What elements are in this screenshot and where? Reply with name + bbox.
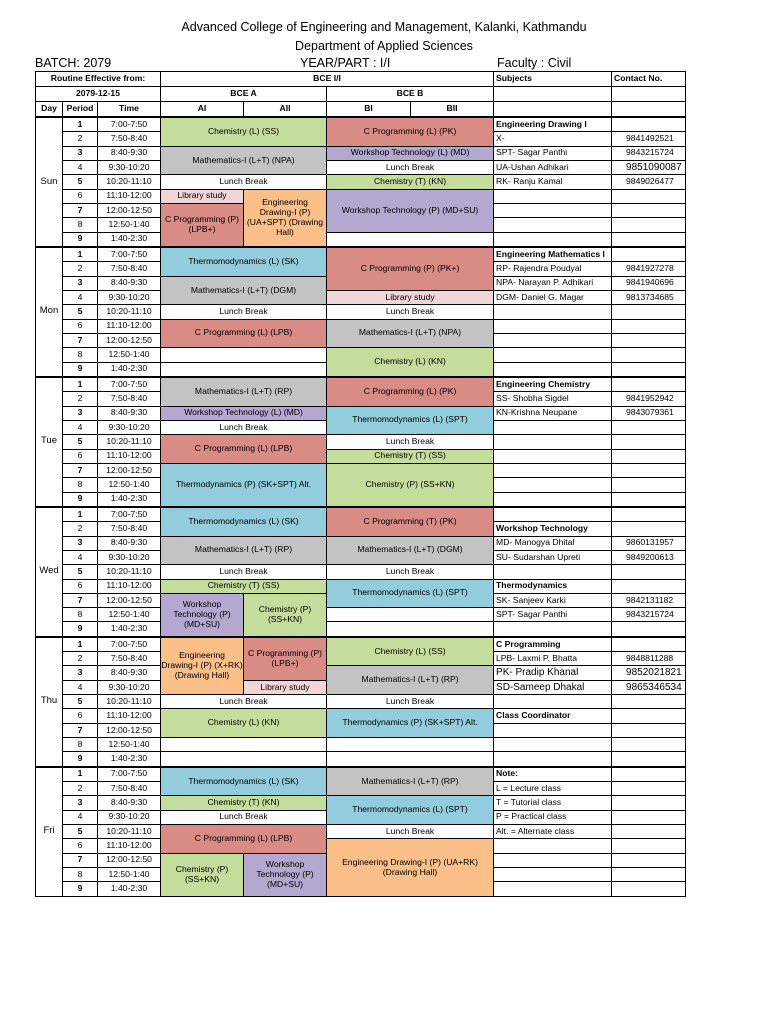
time-cell: 8:40-9:30 <box>98 536 161 550</box>
class-engineering-drawing: Engineering Drawing-I (P) (UA+RK) (Drawing Hall) <box>327 839 494 896</box>
class-thermodynamics: Thermodynamics (P) (SK+SPT) Alt. <box>161 463 327 506</box>
class-chemistry: Chemistry (L) (SS) <box>161 117 327 146</box>
contact-cell: 9849200613 <box>612 550 686 564</box>
class-c-programming: C Programming (L) (PK) <box>327 117 494 146</box>
time-cell: 9:30-10:20 <box>98 550 161 564</box>
time-cell: 12:50-1:40 <box>98 348 161 362</box>
routine-row <box>36 709 686 723</box>
time-cell: 7:00-7:50 <box>98 117 161 132</box>
time-cell: 9:30-10:20 <box>98 160 161 174</box>
class-thermodynamics: Thermomodynamics (L) (SPT) <box>327 579 494 608</box>
class-c-programming: C Programming (L) (PK) <box>327 377 494 406</box>
contact-cell <box>612 117 686 132</box>
period-cell: 3 <box>63 146 98 160</box>
class-chemistry: Chemistry (P) (SS+KN) <box>161 853 244 896</box>
routine-row <box>36 290 686 304</box>
class-chemistry: Chemistry (T) (SS) <box>327 449 494 463</box>
class-mathematics: Mathematics-I (L+T) (NPA) <box>161 146 327 175</box>
time-cell: 1:40-2:30 <box>98 362 161 377</box>
class-c-programming: C Programming (T) (PK) <box>327 507 494 536</box>
time-cell: 10:20-11:10 <box>98 305 161 319</box>
day-cell: Sun <box>36 117 63 247</box>
time-cell: 7:50-8:40 <box>98 652 161 666</box>
period-cell: 5 <box>63 175 98 189</box>
lunch-break: Lunch Break <box>161 810 327 824</box>
routine-effective-label: Routine Effective from: <box>36 72 161 87</box>
lunch-break: Lunch Break <box>327 695 494 709</box>
contact-cell <box>612 825 686 839</box>
routine-row <box>36 117 686 132</box>
contact-cell: 9843215724 <box>612 146 686 160</box>
time-cell: 1:40-2:30 <box>98 492 161 507</box>
class-chemistry: Chemistry (T) (KN) <box>161 796 327 810</box>
class-c-programming: C Programming (P) (LPB+) <box>244 637 327 680</box>
note-cell: T = Tutorial class <box>494 796 612 810</box>
class-chemistry: Chemistry (T) (KN) <box>327 175 494 189</box>
period-cell: 5 <box>63 305 98 319</box>
class-chemistry: Chemistry (L) (KN) <box>161 709 327 738</box>
period-cell: 7 <box>63 333 98 347</box>
routine-row <box>36 565 686 579</box>
class-mathematics: Mathematics-I (L+T) (RP) <box>327 767 494 796</box>
routine-row <box>36 232 686 247</box>
class-library-study: Library study <box>327 290 494 304</box>
period-cell: 8 <box>63 478 98 492</box>
contact-cell: 9848811288 <box>612 652 686 666</box>
class-c-programming: C Programming (P) (LPB+) <box>161 203 244 246</box>
time-cell: 8:40-9:30 <box>98 406 161 420</box>
routine-row <box>36 666 686 680</box>
subject-cell: LPB- Laxmi P. Bhatta <box>494 652 612 666</box>
department-name: Department of Applied Sciences <box>295 39 473 53</box>
subject-cell: MD- Manogya Dhital <box>494 536 612 550</box>
period-cell: 5 <box>63 435 98 449</box>
contact-cell <box>612 579 686 593</box>
routine-row <box>36 796 686 810</box>
class-c-programming: C Programming (L) (LPB) <box>161 825 327 854</box>
routine-table <box>35 71 686 897</box>
routine-row <box>36 435 686 449</box>
day-cell: Tue <box>36 377 63 507</box>
time-cell: 8:40-9:30 <box>98 146 161 160</box>
period-cell: 4 <box>63 550 98 564</box>
routine-row <box>36 507 686 522</box>
class-workshop: Workshop Technology (L) (MD) <box>327 146 494 160</box>
class-mathematics: Mathematics-I (L+T) (NPA) <box>327 319 494 348</box>
routine-row <box>36 825 686 839</box>
period-cell: 8 <box>63 738 98 752</box>
time-cell: 1:40-2:30 <box>98 232 161 247</box>
routine-row <box>36 160 686 174</box>
routine-row <box>36 449 686 463</box>
period-cell: 5 <box>63 825 98 839</box>
note-cell: P = Practical class <box>494 810 612 824</box>
contact-cell: 9851090087 <box>612 160 686 174</box>
routine-row <box>36 305 686 319</box>
period-cell: 9 <box>63 752 98 767</box>
class-mathematics: Mathematics-I (L+T) (RP) <box>161 377 327 406</box>
time-cell: 10:20-11:10 <box>98 695 161 709</box>
time-cell: 7:00-7:50 <box>98 507 161 522</box>
period-cell: 5 <box>63 695 98 709</box>
year-part-label: YEAR/PART : I/I <box>300 56 391 70</box>
period-cell: 6 <box>63 189 98 203</box>
subject-cell: X- <box>494 132 612 146</box>
class-chemistry: Chemistry (P) (SS+KN) <box>327 463 494 506</box>
subject-cell: Engineering Drawing I <box>494 117 612 132</box>
subject-cell: Engineering Chemistry <box>494 377 612 392</box>
period-cell: 2 <box>63 522 98 536</box>
faculty-label: Faculty : Civil <box>497 56 572 70</box>
period-cell: 3 <box>63 406 98 420</box>
period-cell: 4 <box>63 810 98 824</box>
time-cell: 1:40-2:30 <box>98 882 161 896</box>
subjects-header: Subjects <box>494 72 612 87</box>
time-cell: 12:50-1:40 <box>98 608 161 622</box>
time-cell: 10:20-11:10 <box>98 565 161 579</box>
period-cell: 1 <box>63 117 98 132</box>
period-cell: 2 <box>63 782 98 796</box>
class-mathematics: Mathematics-I (L+T) (DGM) <box>161 276 327 305</box>
period-cell: 2 <box>63 652 98 666</box>
day-cell: Fri <box>36 767 63 896</box>
class-mathematics: Mathematics-I (L+T) (RP) <box>161 536 327 565</box>
class-thermodynamics: Thermomodynamics (L) (SPT) <box>327 796 494 825</box>
time-cell: 12:00-12:50 <box>98 593 161 607</box>
contact-cell: 9813734685 <box>612 290 686 304</box>
class-thermodynamics: Thermomodynamics (L) (SPT) <box>327 406 494 435</box>
subject-cell: Class Coordinator <box>494 709 612 723</box>
routine-row <box>36 608 686 622</box>
time-cell: 8:40-9:30 <box>98 796 161 810</box>
routine-row <box>36 319 686 333</box>
contact-cell: 9849026477 <box>612 175 686 189</box>
subject-cell: SPT- Sagar Panthi <box>494 146 612 160</box>
time-cell: 7:00-7:50 <box>98 377 161 392</box>
day-header: Day <box>36 102 63 118</box>
period-cell: 6 <box>63 579 98 593</box>
subject-cell: RP- Rajendra Poudyal <box>494 262 612 276</box>
time-cell: 12:00-12:50 <box>98 463 161 477</box>
section-a-header: BCE A <box>161 87 327 102</box>
contact-cell <box>612 709 686 723</box>
period-cell: 8 <box>63 868 98 882</box>
routine-row <box>36 377 686 392</box>
subject-cell: NPA- Narayan P. Adhikari <box>494 276 612 290</box>
class-thermodynamics: Thermomodynamics (L) (SK) <box>161 247 327 276</box>
period-cell: 4 <box>63 290 98 304</box>
routine-row <box>36 175 686 189</box>
period-cell: 3 <box>63 666 98 680</box>
routine-row <box>36 622 686 637</box>
note-cell: Alt. = Alternate class <box>494 825 612 839</box>
subject-cell: PK- Pradip Khanal <box>494 666 612 680</box>
contact-cell <box>612 522 686 536</box>
period-cell: 2 <box>63 262 98 276</box>
period-cell: 7 <box>63 593 98 607</box>
time-cell: 7:50-8:40 <box>98 392 161 406</box>
contact-cell: 9842131182 <box>612 593 686 607</box>
contact-header: Contact No. <box>612 72 686 87</box>
contact-cell <box>612 377 686 392</box>
lunch-break: Lunch Break <box>327 305 494 319</box>
class-mathematics: Mathematics-I (L+T) (RP) <box>327 666 494 695</box>
contact-cell: 9860131957 <box>612 536 686 550</box>
time-cell: 12:50-1:40 <box>98 738 161 752</box>
period-cell: 2 <box>63 392 98 406</box>
routine-row <box>36 738 686 752</box>
contact-cell: 9843215724 <box>612 608 686 622</box>
time-cell: 9:30-10:20 <box>98 420 161 434</box>
routine-row <box>36 189 686 203</box>
contact-cell: 9865346534 <box>612 680 686 694</box>
class-thermodynamics: Thermomodynamics (L) (SK) <box>161 767 327 796</box>
subject-cell: Engineering Mathematics I <box>494 247 612 262</box>
time-cell: 7:00-7:50 <box>98 637 161 652</box>
subject-cell: Thermodynamics <box>494 579 612 593</box>
period-cell: 1 <box>63 377 98 392</box>
time-cell: 7:00-7:50 <box>98 247 161 262</box>
time-cell: 11:10-12:00 <box>98 189 161 203</box>
college-name: Advanced College of Engineering and Management, Kalanki, Kathmandu <box>181 20 587 34</box>
class-workshop: Workshop Technology (P) (MD+SU) <box>327 189 494 232</box>
routine-row <box>36 406 686 420</box>
period-cell: 6 <box>63 709 98 723</box>
time-cell: 1:40-2:30 <box>98 752 161 767</box>
period-cell: 3 <box>63 796 98 810</box>
subject-cell: C Programming <box>494 637 612 652</box>
period-cell: 6 <box>63 449 98 463</box>
class-chemistry: Chemistry (L) (KN) <box>327 348 494 377</box>
class-chemistry: Chemistry (L) (SS) <box>327 637 494 666</box>
lunch-break: Lunch Break <box>327 825 494 839</box>
period-cell: 1 <box>63 637 98 652</box>
time-cell: 11:10-12:00 <box>98 319 161 333</box>
routine-row <box>36 536 686 550</box>
time-cell: 10:20-11:10 <box>98 825 161 839</box>
contact-cell <box>612 796 686 810</box>
period-cell: 3 <box>63 536 98 550</box>
subject-cell: SS- Shobha Sigdel <box>494 392 612 406</box>
routine-row <box>36 752 686 767</box>
period-cell: 6 <box>63 839 98 853</box>
routine-row <box>36 463 686 477</box>
contact-cell: 9841940696 <box>612 276 686 290</box>
period-cell: 7 <box>63 853 98 867</box>
subject-cell: KN-Krishna Neupane <box>494 406 612 420</box>
subject-cell: Workshop Technology <box>494 522 612 536</box>
class-workshop: Workshop Technology (P) (MD+SU) <box>161 593 244 636</box>
subject-cell: RK- Ranju Kamal <box>494 175 612 189</box>
class-label: BCE I/I <box>161 72 494 87</box>
period-cell: 9 <box>63 232 98 247</box>
period-cell: 8 <box>63 218 98 232</box>
period-cell: 4 <box>63 160 98 174</box>
time-cell: 12:00-12:50 <box>98 333 161 347</box>
routine-row <box>36 767 686 782</box>
period-cell: 7 <box>63 463 98 477</box>
lunch-break: Lunch Break <box>161 565 327 579</box>
batch-label: BATCH: 2079 <box>35 56 112 70</box>
time-cell: 12:50-1:40 <box>98 478 161 492</box>
note-cell: L = Lecture class <box>494 782 612 796</box>
lunch-break: Lunch Break <box>161 305 327 319</box>
routine-row <box>36 579 686 593</box>
period-cell: 4 <box>63 420 98 434</box>
period-cell: 5 <box>63 565 98 579</box>
period-cell: 2 <box>63 132 98 146</box>
routine-row <box>36 146 686 160</box>
time-cell: 10:20-11:10 <box>98 435 161 449</box>
period-cell: 9 <box>63 492 98 507</box>
time-cell: 1:40-2:30 <box>98 622 161 637</box>
period-cell: 8 <box>63 348 98 362</box>
class-mathematics: Mathematics-I (L+T) (DGM) <box>327 536 494 565</box>
period-cell: 1 <box>63 767 98 782</box>
time-cell: 7:00-7:50 <box>98 767 161 782</box>
group-ai-header: AI <box>161 102 244 118</box>
lunch-break: Lunch Break <box>161 420 327 434</box>
group-aii-header: AII <box>244 102 327 118</box>
contact-cell <box>612 810 686 824</box>
period-cell: 1 <box>63 247 98 262</box>
time-cell: 10:20-11:10 <box>98 175 161 189</box>
time-cell: 7:50-8:40 <box>98 522 161 536</box>
routine-row <box>36 839 686 853</box>
lunch-break: Lunch Break <box>327 160 494 174</box>
group-bi-header: BI <box>327 102 411 118</box>
time-cell: 9:30-10:20 <box>98 680 161 694</box>
subject-cell: Note: <box>494 767 612 782</box>
subject-cell: DGM- Daniel G. Magar <box>494 290 612 304</box>
time-cell: 11:10-12:00 <box>98 579 161 593</box>
contact-cell <box>612 247 686 262</box>
class-chemistry: Chemistry (T) (SS) <box>161 579 327 593</box>
contact-cell <box>612 782 686 796</box>
subject-cell: SK- Sanjeev Karki <box>494 593 612 607</box>
time-cell: 11:10-12:00 <box>98 839 161 853</box>
subject-cell: SPT- Sagar Panthi <box>494 608 612 622</box>
contact-cell: 9841492521 <box>612 132 686 146</box>
lunch-break: Lunch Break <box>161 175 327 189</box>
time-cell: 12:50-1:40 <box>98 218 161 232</box>
period-cell: 6 <box>63 319 98 333</box>
day-cell: Wed <box>36 507 63 637</box>
time-cell: 8:40-9:30 <box>98 666 161 680</box>
day-cell: Mon <box>36 247 63 377</box>
routine-row <box>36 637 686 652</box>
time-cell: 11:10-12:00 <box>98 709 161 723</box>
contact-cell <box>612 767 686 782</box>
period-cell: 7 <box>63 203 98 217</box>
contact-cell: 9841952942 <box>612 392 686 406</box>
class-chemistry: Chemistry (P) (SS+KN) <box>244 593 327 636</box>
group-bii-header: BII <box>411 102 494 118</box>
class-engineering-drawing: Engineering Drawing-I (P) (UA+SPT) (Drawing Hall) <box>244 189 327 247</box>
contact-cell: 9841927278 <box>612 262 686 276</box>
effective-date: 2079-12-15 <box>36 87 161 102</box>
routine-row <box>36 695 686 709</box>
lunch-break: Lunch Break <box>327 565 494 579</box>
time-cell: 8:40-9:30 <box>98 276 161 290</box>
class-c-programming: C Programming (L) (LPB) <box>161 435 327 464</box>
class-engineering-drawing: Engineering Drawing-I (P) (X+RK) (Drawing Hall) <box>161 637 244 695</box>
routine-row <box>36 247 686 262</box>
time-cell: 9:30-10:20 <box>98 290 161 304</box>
contact-cell <box>612 637 686 652</box>
class-workshop: Workshop Technology (L) (MD) <box>161 406 327 420</box>
time-cell: 12:00-12:50 <box>98 203 161 217</box>
lunch-break: Lunch Break <box>161 695 327 709</box>
subject-cell: SD-Sameep Dhakal <box>494 680 612 694</box>
contact-cell: 9852021821 <box>612 666 686 680</box>
time-header: Time <box>98 102 161 118</box>
period-header: Period <box>63 102 98 118</box>
class-thermodynamics: Thermodynamics (P) (SK+SPT) Alt. <box>327 709 494 738</box>
period-cell: 8 <box>63 608 98 622</box>
lunch-break: Lunch Break <box>327 435 494 449</box>
period-cell: 9 <box>63 882 98 896</box>
period-cell: 9 <box>63 362 98 377</box>
time-cell: 12:50-1:40 <box>98 868 161 882</box>
contact-cell: 9843079361 <box>612 406 686 420</box>
class-library-study: Library study <box>244 680 327 694</box>
time-cell: 7:50-8:40 <box>98 782 161 796</box>
period-cell: 3 <box>63 276 98 290</box>
period-cell: 9 <box>63 622 98 637</box>
time-cell: 7:50-8:40 <box>98 262 161 276</box>
subject-cell: UA-Ushan Adhikari <box>494 160 612 174</box>
time-cell: 12:00-12:50 <box>98 853 161 867</box>
class-c-programming: C Programming (L) (LPB) <box>161 319 327 348</box>
class-c-programming: C Programming (P) (PK+) <box>327 247 494 290</box>
period-cell: 7 <box>63 723 98 737</box>
subject-cell: SU- Sudarshan Upreti <box>494 550 612 564</box>
routine-row <box>36 348 686 362</box>
period-cell: 4 <box>63 680 98 694</box>
class-workshop: Workshop Technology (P) (MD+SU) <box>244 853 327 896</box>
time-cell: 12:00-12:50 <box>98 723 161 737</box>
day-cell: Thu <box>36 637 63 767</box>
time-cell: 7:50-8:40 <box>98 132 161 146</box>
section-b-header: BCE B <box>327 87 494 102</box>
class-library-study: Library study <box>161 189 244 203</box>
period-cell: 1 <box>63 507 98 522</box>
class-thermodynamics: Thermomodynamics (L) (SK) <box>161 507 327 536</box>
time-cell: 9:30-10:20 <box>98 810 161 824</box>
time-cell: 11:10-12:00 <box>98 449 161 463</box>
